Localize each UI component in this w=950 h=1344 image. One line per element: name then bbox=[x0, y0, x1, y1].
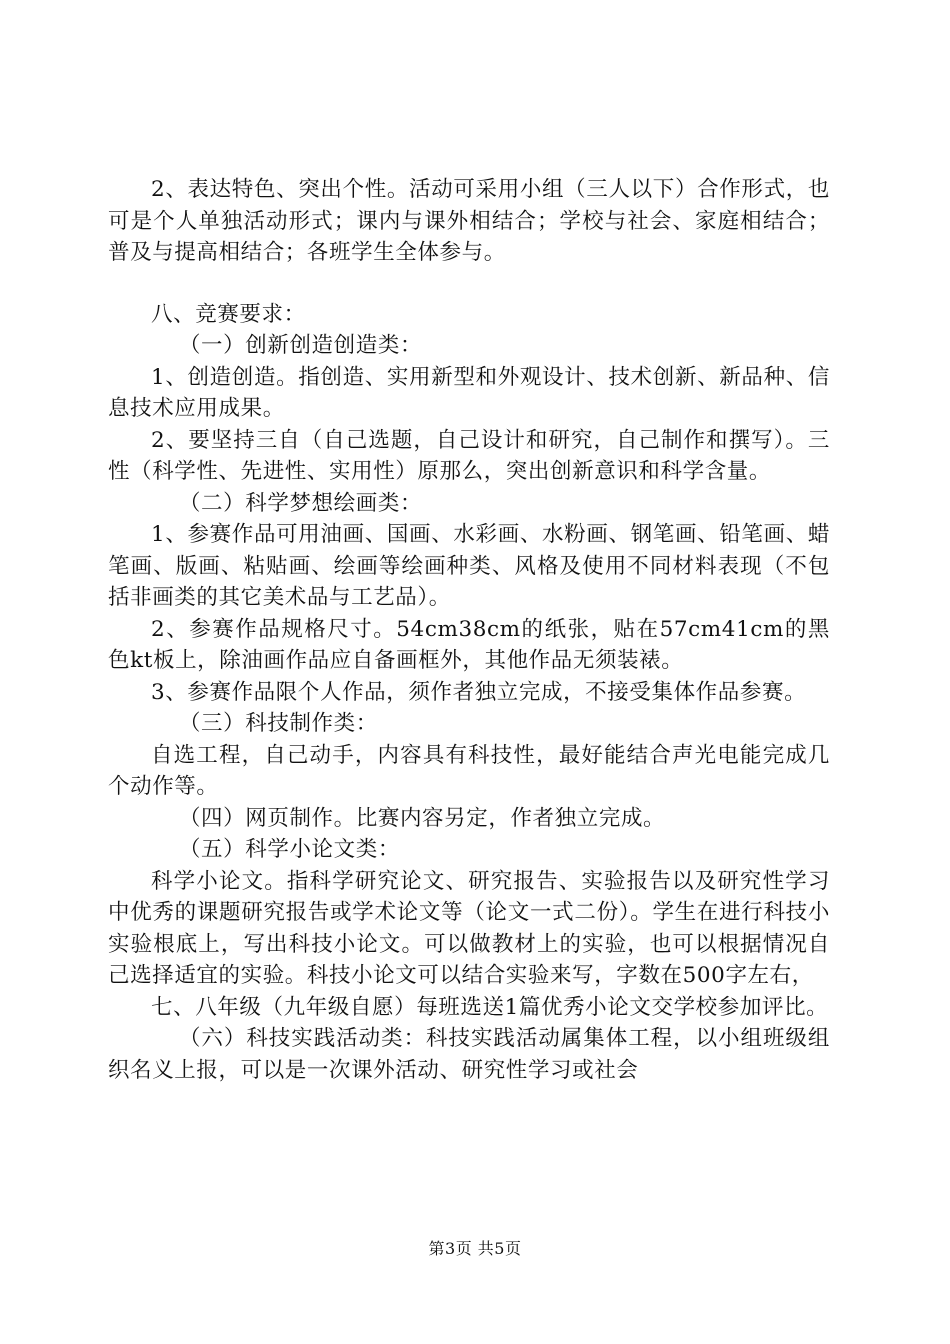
paragraph: 2、表达特色、突出个性。活动可采用小组（三人以下）合作形式，也可是个人单独活动形式；课内与课外相结合；学校与社会、家庭相结合；普及与提高相结合；各班学生全体参与。 bbox=[108, 177, 830, 265]
paragraph: （三）科技制作类： bbox=[178, 711, 378, 736]
paragraph: 八、竞赛要求： bbox=[151, 301, 306, 327]
paragraph: 科学小论文。指科学研究论文、研究报告、实验报告以及研究性学习中优秀的课题研究报告或学术论文等（论文一式二份）。学生在进行科技小实验根底上，写出科技小论文。可以做教材上的实验，也可以根据情况自己选择适宜的实验。科技小论文可以结合实验来写，字数在500字左右， bbox=[108, 868, 830, 988]
document-body bbox=[108, 174, 830, 1086]
paragraph: （五）科学小论文类： bbox=[178, 837, 400, 862]
paragraph: 2、参赛作品规格尺寸。54cm38cm的纸张，贴在57cm41cm的黑色kt板上，除油画作品应自备画框外，其他作品无须装裱。 bbox=[108, 616, 830, 673]
paragraph: 2、要坚持三自（自己选题，自己设计和研究，自己制作和撰写）。三性（科学性、先进性、实用性）原那么，突出创新意识和科学含量。 bbox=[108, 427, 830, 484]
paragraph: （一）创新创造创造类： bbox=[178, 333, 423, 358]
paragraph: 1、创造创造。指创造、实用新型和外观设计、技术创新、新品种、信息技术应用成果。 bbox=[108, 364, 830, 421]
page-footer: 第3页 共5页 bbox=[428, 1239, 522, 1258]
paragraph: （二）科学梦想绘画类： bbox=[178, 490, 423, 516]
paragraph: 3、参赛作品限个人作品，须作者独立完成，不接受集体作品参赛。 bbox=[151, 679, 807, 705]
paragraph: （六）科技实践活动类：科技实践活动属集体工程，以小组班级组织名义上报，可以是一次课外活动、研究性学习或社会 bbox=[108, 1026, 830, 1083]
paragraph: （四）网页制作。比赛内容另定，作者独立完成。 bbox=[178, 805, 666, 831]
paragraph: 自选工程，自己动手，内容具有科技性，最好能结合声光电能完成几个动作等。 bbox=[108, 742, 830, 799]
paragraph: 七、八年级（九年级自愿）每班选送1篇优秀小论文交学校参加评比。 bbox=[151, 994, 829, 1020]
paragraph: 1、参赛作品可用油画、国画、水彩画、水粉画、钢笔画、铅笔画、蜡笔画、版画、粘贴画、绘画等绘画种类、风格及使用不同材料表现（不包括非画类的其它美术品与工艺品）。 bbox=[108, 522, 830, 610]
